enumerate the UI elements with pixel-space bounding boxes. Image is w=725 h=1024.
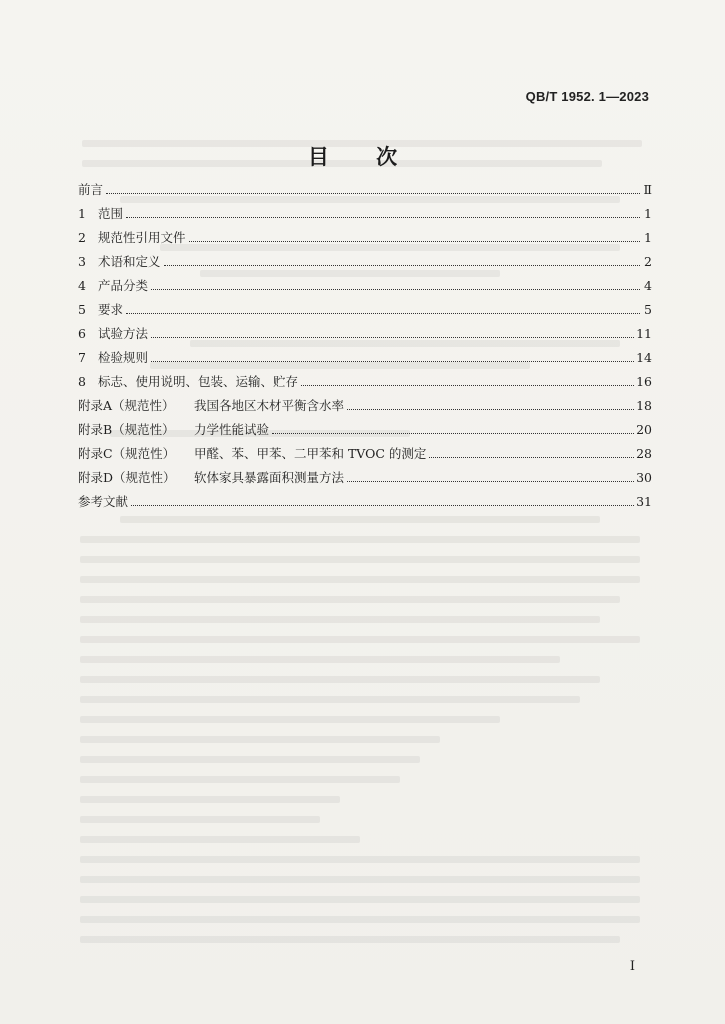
toc-entry[interactable] [78, 438, 652, 462]
toc-entry[interactable] [78, 342, 652, 366]
toc-dot-leader [106, 192, 640, 194]
toc-entry[interactable] [78, 390, 652, 414]
toc-entry-label [78, 326, 149, 342]
toc-entry-title: 术语和定义 [98, 254, 161, 269]
toc-entry-title: 范围 [98, 206, 124, 221]
toc-entry-title: 前言 [78, 182, 104, 197]
toc-dot-leader [126, 216, 640, 218]
toc-entry-label [78, 446, 427, 462]
toc-entry-page: 1 [644, 230, 652, 245]
toc-entry-title: 参考文献 [78, 494, 129, 509]
toc-entry-page: 2 [644, 254, 652, 269]
toc-entry-number: 4 [78, 278, 86, 293]
toc-entry-page: 4 [644, 278, 652, 293]
toc-dot-leader [151, 360, 634, 362]
toc-dot-leader [189, 240, 640, 242]
toc-entry-title: 产品分类 [98, 278, 149, 293]
toc-entry[interactable] [78, 270, 652, 294]
toc-dot-leader [151, 336, 634, 338]
toc-dot-leader [347, 480, 634, 482]
toc-entry-label [78, 374, 299, 390]
toc-entry-title: 要求 [98, 302, 124, 317]
table-of-contents [78, 174, 652, 510]
toc-dot-leader [151, 288, 640, 290]
toc-entry[interactable] [78, 414, 652, 438]
toc-entry[interactable] [78, 318, 652, 342]
toc-entry-label [78, 302, 124, 318]
toc-entry-page: 28 [636, 446, 652, 461]
toc-entry-label [78, 278, 149, 294]
toc-entry-title: 检验规则 [98, 350, 149, 365]
page-number: I [629, 959, 635, 974]
toc-dot-leader [429, 456, 634, 458]
toc-entry-label [78, 230, 187, 246]
toc-entry-page: 11 [636, 326, 652, 341]
toc-entry-page: 20 [636, 422, 652, 437]
toc-entry-label [78, 470, 345, 486]
toc-entry[interactable] [78, 222, 652, 246]
document-code: QB/T 1952. 1—2023 [525, 89, 649, 104]
toc-entry-number: 6 [78, 326, 86, 341]
toc-annex-prefix: 附录B（规范性） [78, 422, 175, 437]
toc-entry-label [78, 182, 104, 198]
toc-entry-title: 甲醛、苯、甲苯、二甲苯和 TVOC 的测定 [194, 446, 427, 461]
toc-entry-number: 7 [78, 350, 86, 365]
toc-entry-page: 1 [644, 206, 652, 221]
toc-dot-leader [164, 264, 640, 266]
toc-entry-page: Ⅱ [643, 182, 652, 197]
toc-entry-title: 规范性引用文件 [98, 230, 186, 245]
toc-entry[interactable] [78, 246, 652, 270]
toc-entry-title: 试验方法 [98, 326, 149, 341]
toc-entry-page: 30 [636, 470, 652, 485]
toc-dot-leader [272, 432, 634, 434]
toc-entry-page: 14 [636, 350, 652, 365]
toc-entry-number: 3 [78, 254, 86, 269]
toc-entry-page: 18 [636, 398, 652, 413]
toc-entry-title: 软体家具暴露面积测量方法 [194, 470, 345, 485]
toc-entry-title: 我国各地区木材平衡含水率 [194, 398, 345, 413]
toc-annex-prefix: 附录C（规范性） [78, 446, 176, 461]
toc-entry-number: 2 [78, 230, 86, 245]
toc-dot-leader [347, 408, 634, 410]
toc-entry[interactable] [78, 294, 652, 318]
toc-entry-title: 力学性能试验 [194, 422, 270, 437]
toc-entry-number: 1 [78, 206, 86, 221]
toc-annex-prefix: 附录A（规范性） [78, 398, 175, 413]
toc-entry[interactable] [78, 198, 652, 222]
toc-entry-label [78, 254, 162, 270]
toc-dot-leader [301, 384, 634, 386]
toc-entry-number: 5 [78, 302, 86, 317]
toc-dot-leader [126, 312, 640, 314]
toc-entry-label [78, 422, 270, 438]
toc-entry-page: 5 [644, 302, 652, 317]
toc-entry-number: 8 [78, 374, 86, 389]
toc-entry-page: 31 [636, 494, 652, 509]
toc-entry-title: 标志、使用说明、包装、运输、贮存 [98, 374, 299, 389]
toc-entry[interactable] [78, 486, 652, 510]
toc-entry[interactable] [78, 174, 652, 198]
toc-annex-prefix: 附录D（规范性） [78, 470, 176, 485]
toc-title: 目 次 [307, 145, 418, 169]
toc-entry-page: 16 [636, 374, 652, 389]
toc-entry-label [78, 206, 124, 222]
toc-entry[interactable] [78, 366, 652, 390]
toc-entry-label [78, 350, 149, 366]
toc-dot-leader [131, 504, 634, 506]
toc-entry[interactable] [78, 462, 652, 486]
toc-entry-label [78, 398, 345, 414]
toc-entry-label [78, 494, 129, 510]
